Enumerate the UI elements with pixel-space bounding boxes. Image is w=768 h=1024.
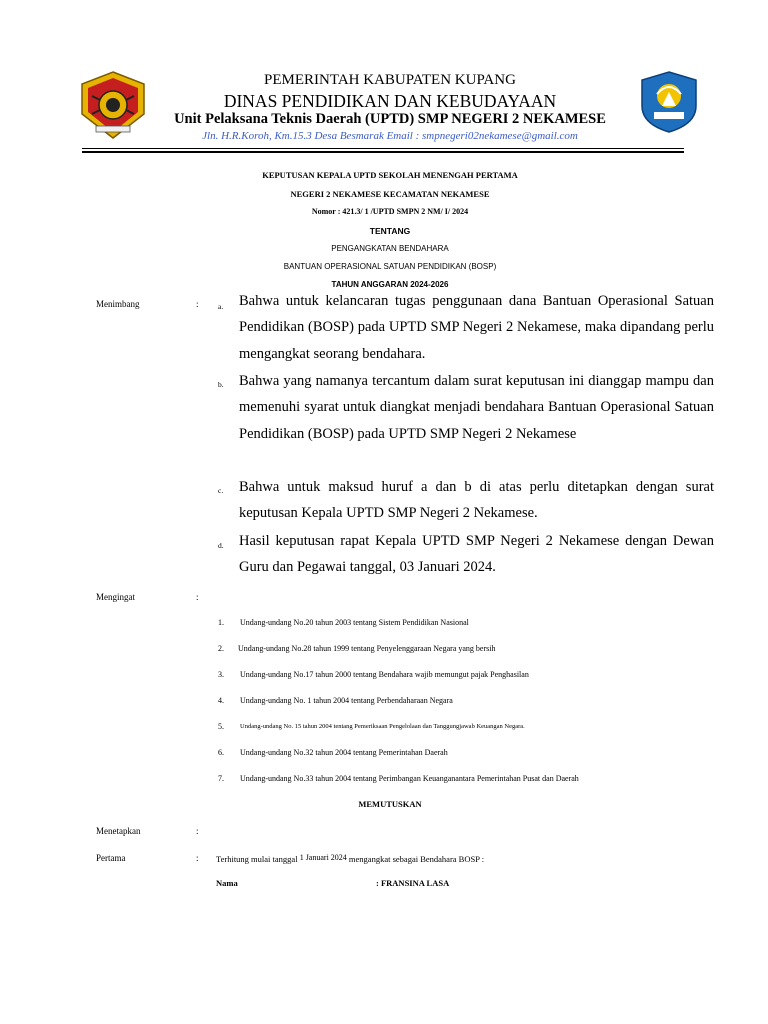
mengingat-item-number: 6.	[218, 748, 224, 757]
letterhead-government: PEMERINTAH KABUPATEN KUPANG	[264, 72, 516, 88]
menimbang-item-text: Bahwa untuk maksud huruf a dan b di atas perlu ditetapkan dengan surat keputusan Kepala UPTD SMP Negeri 2 Nekamese.	[239, 479, 714, 522]
menimbang-item-letter: d.	[218, 541, 224, 550]
mengingat-item-number: 5.	[218, 722, 224, 731]
mengingat-colon: :	[196, 592, 199, 602]
letterhead-office: DINAS PENDIDIKAN DAN KEBUDAYAAN	[223, 91, 557, 111]
mengingat-item-text: Undang-undang No.32 tahun 2004 tentang Pemerintahan Daerah	[240, 748, 448, 757]
mengingat-item-text: Undang-undang No. 1 tahun 2004 tentang Perbendaharaan Negara	[240, 696, 453, 705]
pertama-text-before: Terhitung mulai tanggal	[216, 854, 300, 864]
letterhead-divider-thin	[82, 148, 684, 149]
mengingat-label: Mengingat	[96, 592, 135, 602]
tut-wuri-handayani-emblem-icon	[638, 70, 700, 134]
nama-value: : FRANSINA LASA	[376, 878, 450, 888]
mengingat-item-text: Undang-undang No. 15 tahun 2004 tentang Pemeriksaan Pengelolaan dan Tanggungjawab Keuangan Negara.	[240, 723, 525, 730]
letterhead-divider-thick	[82, 151, 684, 153]
menimbang-item-text: Hasil keputusan rapat Kepala UPTD SMP Negeri 2 Nekamese dengan Dewan Guru dan Pegawai tanggal, 03 Januari 2024.	[239, 533, 714, 576]
mengingat-item-number: 7.	[218, 774, 224, 783]
pertama-colon: :	[196, 853, 199, 863]
letterhead-address: Jln. H.R.Koroh, Km.15.3 Desa Besmarak Email : smpnegeri02nekamese@gmail.com	[202, 130, 578, 142]
menimbang-colon: :	[196, 299, 199, 309]
decree-title-line2: NEGERI 2 NEKAMESE KECAMATAN NEKAMESE	[290, 189, 490, 199]
pertama-date: 1 Januari 2024	[299, 853, 347, 862]
menimbang-item-letter: c.	[218, 486, 224, 495]
pertama-label: Pertama	[96, 853, 126, 863]
decree-subject-1: PENGANGKATAN BENDAHARA	[331, 244, 449, 253]
menimbang-item-letter: a.	[218, 302, 224, 311]
nama-label: Nama	[216, 878, 238, 888]
decree-title-line1: KEPUTUSAN KEPALA UPTD SEKOLAH MENENGAH PERTAMA	[262, 170, 518, 180]
mengingat-item-text: Undang-undang No.20 tahun 2003 tentang Sistem Pendidikan Nasional	[240, 618, 469, 627]
decree-subject-2: BANTUAN OPERASIONAL SATUAN PENDIDIKAN (BOSP)	[283, 262, 497, 271]
decree-subject-3: TAHUN ANGGARAN 2024-2026	[331, 280, 449, 289]
decree-number: Nomor : 421.3/ 1 /UPTD SMPN 2 NM/ I/ 2024	[311, 207, 469, 216]
menimbang-item-letter: b.	[218, 380, 224, 389]
menimbang-item-text: Bahwa untuk kelancaran tugas penggunaan dana Bantuan Operasional Satuan Pendidikan (BOSP) pada UPTD SMP Negeri 2 Nekamese, maka dipandang perlu mengangkat seorang bendahara.	[239, 293, 714, 362]
mengingat-item-number: 2.	[218, 644, 224, 653]
pertama-text	[216, 853, 484, 864]
letterhead-school: Unit Pelaksana Teknis Daerah (UPTD) SMP NEGERI 2 NEKAMESE	[174, 111, 606, 127]
mengingat-item-text: Undang-undang No.28 tahun 1999 tentang Penyelenggaraan Negara yang bersih	[238, 644, 496, 653]
mengingat-item-text: Undang-undang No.33 tahun 2004 tentang Perimbangan Keuanganantara Pemerintahan Pusat dan Daerah	[240, 774, 579, 783]
mengingat-item-number: 1.	[218, 618, 224, 627]
decree-tentang: TENTANG	[369, 226, 411, 236]
mengingat-item-number: 4.	[218, 696, 224, 705]
menetapkan-label: Menetapkan	[96, 826, 141, 836]
menimbang-label: Menimbang	[96, 299, 140, 309]
menetapkan-colon: :	[196, 826, 199, 836]
mengingat-item-text: Undang-undang No.17 tahun 2000 tentang Bendahara wajib memungut pajak Penghasilan	[240, 670, 529, 679]
pertama-text-after: mengangkat sebagai Bendahara BOSP :	[346, 854, 485, 864]
menimbang-item-text: Bahwa yang namanya tercantum dalam surat keputusan ini dianggap mampu dan memenuhi syarat untuk diangkat menjadi bendahara Bantuan Operasional Satuan Pendidikan (BOSP) pada UPTD SMP Negeri 2 Nekamese	[239, 373, 714, 442]
mengingat-item-number: 3.	[218, 670, 224, 679]
memutuskan-heading: MEMUTUSKAN	[358, 799, 422, 809]
